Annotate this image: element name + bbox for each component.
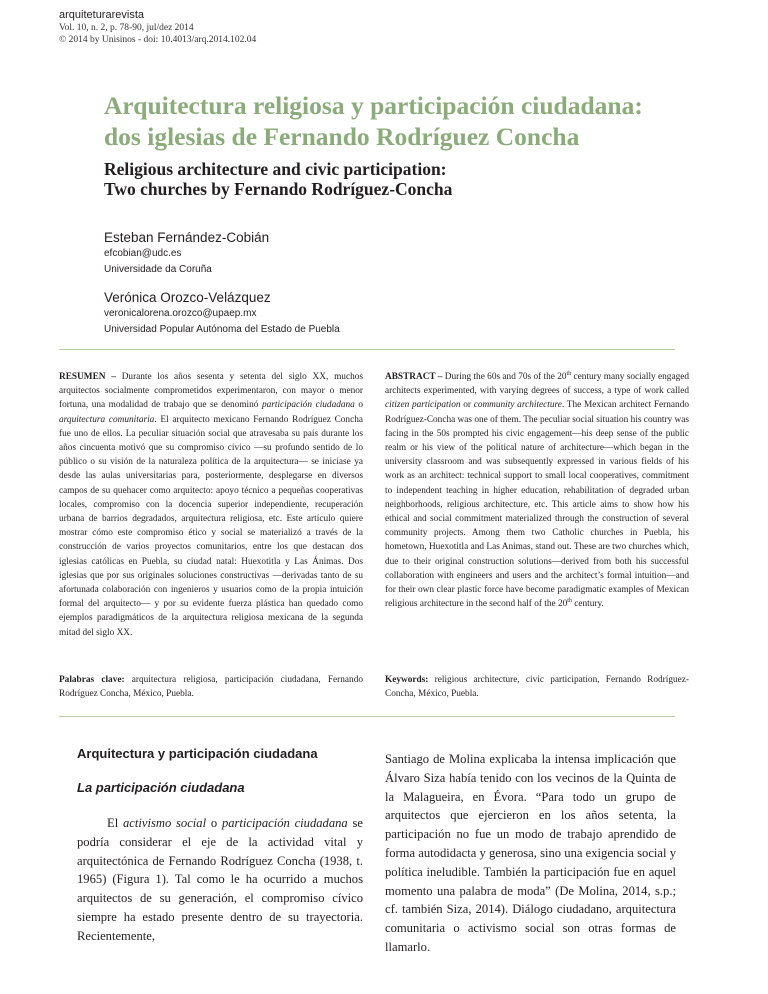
title-es-line2: dos iglesias de Fernando Rodríguez Concha	[104, 122, 580, 151]
title-es-line1: Arquitectura religiosa y participación ciudadana:	[104, 91, 643, 120]
body-column-right	[385, 750, 676, 957]
keywords-en-label: Keywords:	[385, 675, 429, 685]
author-affiliation: Universidade da Coruña	[104, 264, 212, 275]
abstract-en-text: . The Mexican architect Fernando Rodríguez-Concha was one of them. The peculiar social situation his country was facing in the 50s prompted his civic engagement—his deep sense of the public realm or his view of the political nature of architecture—which began in the university classroom and was subsequently expressed in various fields of his work as an architect: technical support to small local cooperatives, commitment to independent teaching in higher education, rehabilitation of degraded urban neighborhoods, religious architecture, etc. This article aims to show how his ethical and social commitment materialized through the construction of several community projects. Among them two Catholic churches in Puebla, his hometown, Huexotitla and Las Animas, stand out. These are two churches which, due to their original construction solutions—derived from both his successful collaboration with engineers and users and the architect’s formal intuition—and for their own clear plastic force have become paradigmatic examples of Mexican religious architecture in the second half of the 20	[385, 400, 689, 610]
body-paragraph	[77, 814, 363, 946]
abstract-es-label: RESUMEN –	[59, 372, 116, 382]
abstract-es-term: arquitectura comunitaria	[59, 414, 155, 425]
keywords-english	[385, 673, 689, 701]
abstract-en-text: or	[460, 400, 474, 411]
abstract-en-superscript: th	[567, 598, 572, 605]
abstract-en-text: century.	[571, 599, 604, 610]
bottom-divider	[59, 716, 675, 717]
abstract-en-text: During the 60s and 70s of the 20	[442, 372, 567, 382]
author-name: Esteban Fernández-Cobián	[104, 230, 270, 245]
article-title-spanish	[104, 90, 704, 152]
abstract-es-term: participación ciudadana	[261, 400, 355, 411]
body-column-left	[77, 814, 363, 946]
abstract-es-text: . El arquitecto mexicano Fernando Rodríguez Concha fue uno de ellos. La peculiar situación social que atravesaba su país durante los años cincuenta motivó que su compromiso cívico —su profundo sentido de lo público o su visión de la naturaleza política de la arquitectura— se iniciase ya desde las aulas universitarias para, posteriormente, desplegarse en diversos campos de su quehacer como arquitecto: apoyo técnico a pequeñas cooperativas locales, compromiso con la docencia superior independiente, recuperación urbana de barrios degradados, arquitectura religiosa, etc. Este artículo quiere mostrar cómo este compromiso ético y social se materializó a través de la construcción de varios proyectos comunitarios, entre los que destacan dos iglesias católicas en Puebla, su ciudad natal: Huexotitla y Las Ánimas. Dos iglesias que por sus originales soluciones constructivas —derivadas tanto de su afortunada colaboración con ingenieros y usuarios como de la propia intuición formal del arquitecto— y por su evidente fuerza plástica han quedado como ejemplos paradigmáticos de la arquitectura religiosa mexicana de la segunda mitad del siglo XX.	[59, 414, 363, 638]
abstract-es-text: o	[354, 400, 363, 411]
journal-volume: Vol. 10, n. 2, p. 78-90, jul/dez 2014	[59, 23, 194, 33]
author-name: Verónica Orozco-Velázquez	[104, 290, 271, 305]
abstract-en-term: community architecture	[473, 400, 562, 411]
author-email[interactable]: veronicalorena.orozco@upaep.mx	[104, 308, 257, 319]
journal-name: arquiteturarevista	[59, 9, 144, 21]
author-email[interactable]: efcobian@udc.es	[104, 248, 182, 259]
body-text: El	[107, 816, 123, 830]
keywords-en-text: religious architecture, civic participation, Fernando Rodríguez-Concha, México, Puebla.	[385, 675, 689, 700]
journal-header	[59, 9, 256, 46]
body-term: participación ciudadana	[221, 816, 348, 830]
body-term: activismo social	[122, 816, 207, 830]
author-affiliation: Universidad Popular Autónoma del Estado de Puebla	[104, 324, 340, 335]
abstract-en-text: century many socially engaged architects experimented, with varying degrees of success, a type of work called	[385, 372, 689, 397]
section-heading: Arquitectura y participación ciudadana	[77, 746, 318, 761]
title-en-line1: Religious architecture and civic participation:	[104, 159, 447, 179]
keywords-spanish	[59, 673, 363, 701]
body-paragraph: Santiago de Molina explicaba la intensa implicación que Álvaro Siza había tenido con los vecinos de la Quinta de la Malagueira, en Évora. “Para todo un grupo de arquitectos que ejercieron en los años setenta, la participación no fue un modo de trabajo aprendido de forma autodidacta y generosa, sino una exigencia social y política ineludible. También la participación fue en aquel momento una palabra de moda” (De Molina, 2014, s.p.; cf. también Siza, 2014). Diálogo ciudadano, arquitectura comunitaria o activismo social son otras formas de llamarlo.	[385, 752, 676, 954]
title-en-line2: Two churches by Fernando Rodríguez-Concha	[104, 179, 453, 199]
article-title-english	[104, 159, 704, 199]
keywords-es-label: Palabras clave:	[59, 675, 125, 685]
abstract-en-term: citizen participation	[385, 400, 461, 411]
top-divider	[59, 349, 675, 350]
keywords-es-text: arquitectura religiosa, participación ciudadana, Fernando Rodríguez Concha, México, Puebla.	[59, 675, 363, 700]
subsection-heading: La participación ciudadana	[77, 780, 245, 795]
author-block	[104, 289, 340, 338]
abstract-en-superscript: th	[566, 370, 572, 377]
abstract-es-text: Durante los años sesenta y setenta del siglo XX, muchos arquitectos socialmente comprometidos experimentaron, con mayor o menor fortuna, una modalidad de trabajo que se denominó	[59, 372, 363, 411]
abstract-spanish	[59, 370, 363, 640]
author-block	[104, 229, 269, 278]
body-text: se podría considerar el eje de la actividad vital y arquitectónica de Fernando Rodríguez Concha (1938, t. 1965) (Figura 1). Tal como le ha ocurrido a muchos arquitectos de su generación, el compromiso cívico siempre ha estado presente dentro de su trayectoria. Recientemente,	[77, 816, 363, 943]
abstract-english	[385, 370, 689, 611]
abstract-en-label: ABSTRACT –	[385, 372, 443, 382]
body-text: o	[206, 816, 222, 830]
journal-copyright: © 2014 by Unisinos - doi: 10.4013/arq.2014.102.04	[59, 35, 257, 45]
